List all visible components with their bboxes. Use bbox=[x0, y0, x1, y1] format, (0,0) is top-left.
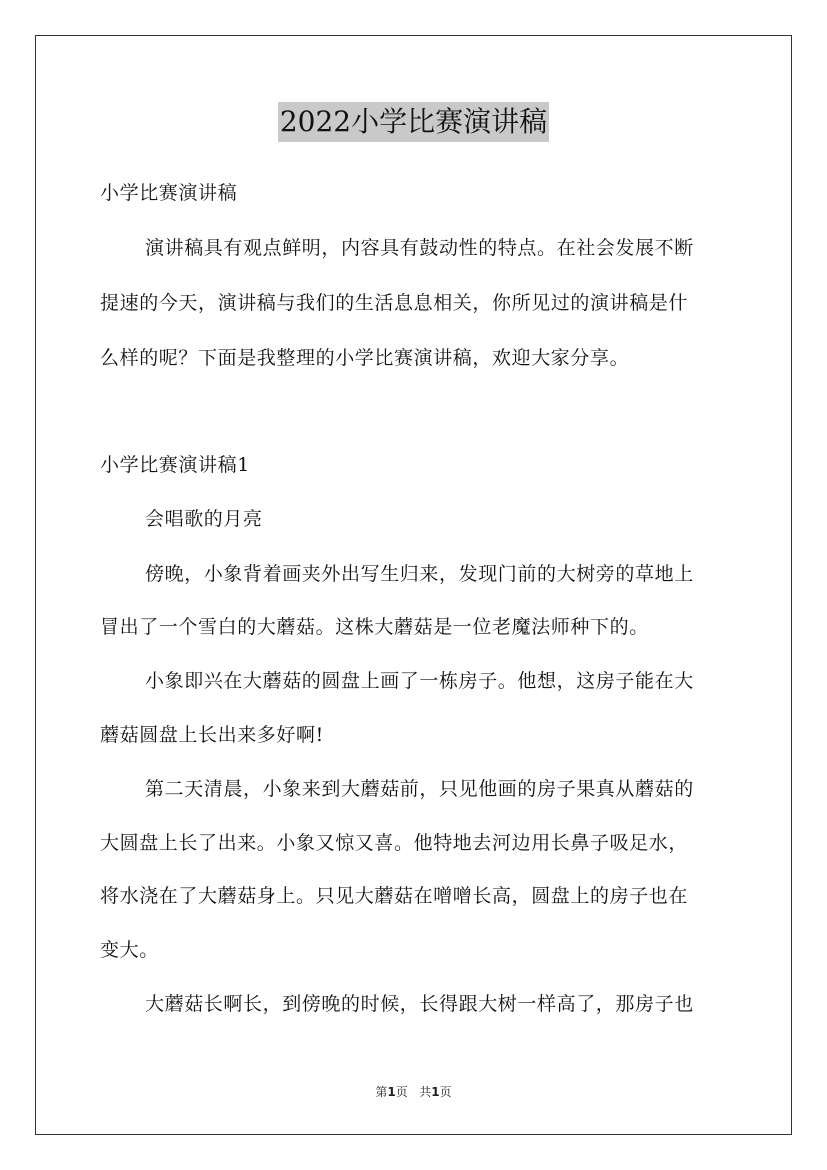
paragraph-line: 第二天清晨，小象来到大蘑菇前，只见他画的房子果真从蘑菇的 bbox=[145, 778, 694, 800]
paragraph-line: 将水浇在了大蘑菇身上。只见大蘑菇在噌噌长高，圆盘上的房子也在 bbox=[100, 885, 689, 907]
paragraph-line: 大圆盘上长了出来。小象又惊又喜。他特地去河边用长鼻子吸足水， bbox=[100, 832, 689, 854]
total-suffix: 页 bbox=[439, 1085, 452, 1099]
page-number: 1 bbox=[387, 1085, 396, 1099]
paragraph-line: 大蘑菇长啊长，到傍晚的时候，长得跟大树一样高了，那房子也 bbox=[145, 993, 694, 1015]
paragraph-line: 变大。 bbox=[100, 939, 159, 961]
page-footer bbox=[0, 1083, 827, 1100]
paragraph-line: 冒出了一个雪白的大蘑菇。这株大蘑菇是一位老魔法师种下的。 bbox=[100, 616, 649, 638]
paragraph-line: 提速的今天，演讲稿与我们的生活息息相关，你所见过的演讲稿是什 bbox=[100, 292, 689, 314]
paragraph-line: 蘑菇圆盘上长出来多好啊! bbox=[100, 724, 324, 746]
page-suffix: 页 bbox=[395, 1085, 408, 1099]
paragraph-line: 小象即兴在大蘑菇的圆盘上画了一栋房子。他想，这房子能在大 bbox=[145, 670, 694, 692]
paragraph-line: 么样的呢？下面是我整理的小学比赛演讲稿，欢迎大家分享。 bbox=[100, 347, 630, 369]
document-title: 2022小学比赛演讲稿 bbox=[278, 102, 549, 142]
section-heading: 小学比赛演讲稿 bbox=[100, 182, 238, 204]
page-prefix: 第 bbox=[375, 1085, 388, 1099]
section-heading: 小学比赛演讲稿1 bbox=[100, 454, 250, 476]
title-container bbox=[0, 102, 827, 142]
paragraph-line: 傍晚，小象背着画夹外出写生归来，发现门前的大树旁的草地上 bbox=[145, 563, 694, 585]
paragraph-line: 演讲稿具有观点鲜明，内容具有鼓动性的特点。在社会发展不断 bbox=[145, 237, 694, 259]
subtitle-line: 会唱歌的月亮 bbox=[145, 508, 263, 530]
total-prefix: 共 bbox=[419, 1085, 432, 1099]
total-pages: 1 bbox=[431, 1085, 440, 1099]
